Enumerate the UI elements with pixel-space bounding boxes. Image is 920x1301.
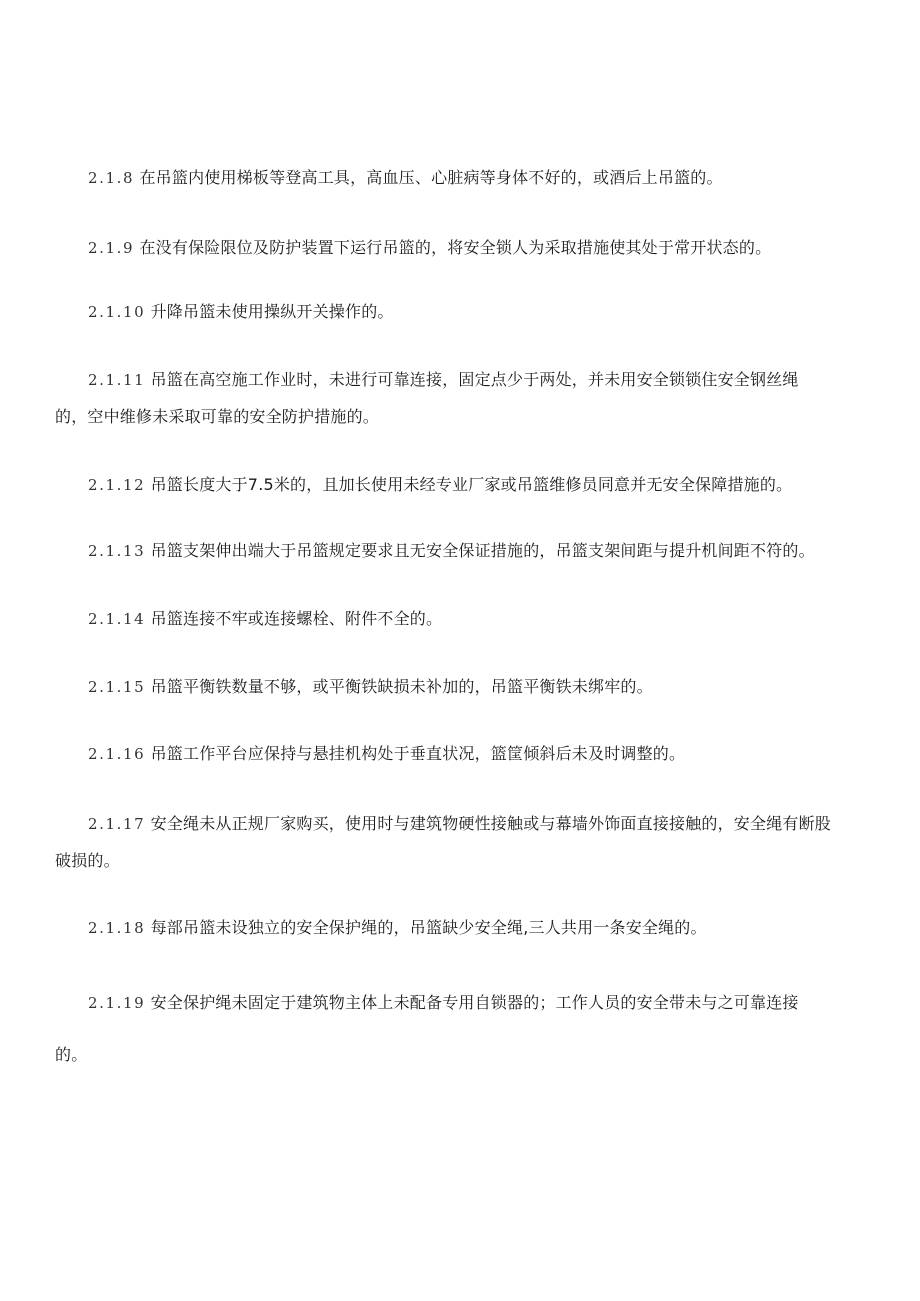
clause-2-1-15 bbox=[55, 679, 870, 695]
clause-number: 2.1.18 bbox=[88, 919, 146, 937]
clause-2-1-18 bbox=[55, 920, 870, 936]
clause-number: 2.1.16 bbox=[88, 745, 146, 763]
clause-text: 在没有保险限位及防护装置下运行吊篮的，将安全锁人为采取措施使其处于常开状态的。 bbox=[139, 238, 772, 257]
clause-text: 吊篮工作平台应保持与悬挂机构处于垂直状况，篮筐倾斜后未及时调整的。 bbox=[150, 744, 686, 763]
clause-text: 吊篮支架伸出端大于吊篮规定要求且无安全保证措施的，吊篮支架间距与提升机间距不符的。 bbox=[150, 541, 815, 560]
clause-2-1-16 bbox=[55, 746, 870, 762]
clause-2-1-14 bbox=[55, 611, 870, 627]
clause-text-continued: 的。 bbox=[55, 1045, 88, 1064]
clause-number: 2.1.14 bbox=[88, 610, 146, 628]
clause-text: 吊篮长度大于7.5米的，且加长使用未经专业厂家或吊篮维修员同意并无安全保障措施的。 bbox=[150, 475, 793, 494]
clause-number: 2.1.9 bbox=[88, 239, 135, 257]
clause-number: 2.1.8 bbox=[88, 169, 135, 187]
clause-number: 2.1.10 bbox=[88, 303, 146, 321]
clause-2-1-9 bbox=[55, 240, 870, 256]
clause-number: 2.1.15 bbox=[88, 678, 146, 696]
clause-text: 在吊篮内使用梯板等登高工具，高血压、心脏病等身体不好的，或酒后上吊篮的。 bbox=[139, 168, 723, 187]
clause-number: 2.1.17 bbox=[88, 815, 146, 833]
clause-2-1-19 bbox=[55, 995, 870, 1063]
clause-text-continued: 破损的。 bbox=[55, 851, 120, 870]
clause-2-1-17 bbox=[55, 816, 870, 869]
clause-number: 2.1.13 bbox=[88, 542, 146, 560]
clause-text: 每部吊篮未设独立的安全保护绳的，吊篮缺少安全绳,三人共用一条安全绳的。 bbox=[150, 918, 707, 937]
clause-text: 吊篮平衡铁数量不够，或平衡铁缺损未补加的，吊篮平衡铁未绑牢的。 bbox=[150, 677, 653, 696]
clause-2-1-8 bbox=[55, 170, 870, 186]
clause-2-1-11 bbox=[55, 372, 870, 425]
clause-number: 2.1.19 bbox=[88, 994, 146, 1012]
clause-text: 安全保护绳未固定于建筑物主体上未配备专用自锁器的；工作人员的安全带未与之可靠连接 bbox=[150, 993, 799, 1012]
clause-2-1-12 bbox=[55, 477, 870, 493]
clause-text: 安全绳未从正规厂家购买，使用时与建筑物硬性接触或与幕墙外饰面直接接触的，安全绳有断股 bbox=[150, 814, 832, 833]
clause-2-1-13 bbox=[55, 543, 870, 559]
clause-text: 吊篮在高空施工作业时，未进行可靠连接，固定点少于两处，并未用安全锁锁住安全钢丝绳 bbox=[150, 370, 799, 389]
clause-number: 2.1.12 bbox=[88, 476, 146, 494]
clause-2-1-10 bbox=[55, 304, 870, 320]
clause-number: 2.1.11 bbox=[88, 371, 146, 389]
clause-text-continued: 的，空中维修未采取可靠的安全防护措施的。 bbox=[55, 407, 380, 426]
clause-text: 升降吊篮未使用操纵开关操作的。 bbox=[150, 302, 394, 321]
clause-text: 吊篮连接不牢或连接螺栓、附件不全的。 bbox=[150, 609, 443, 628]
